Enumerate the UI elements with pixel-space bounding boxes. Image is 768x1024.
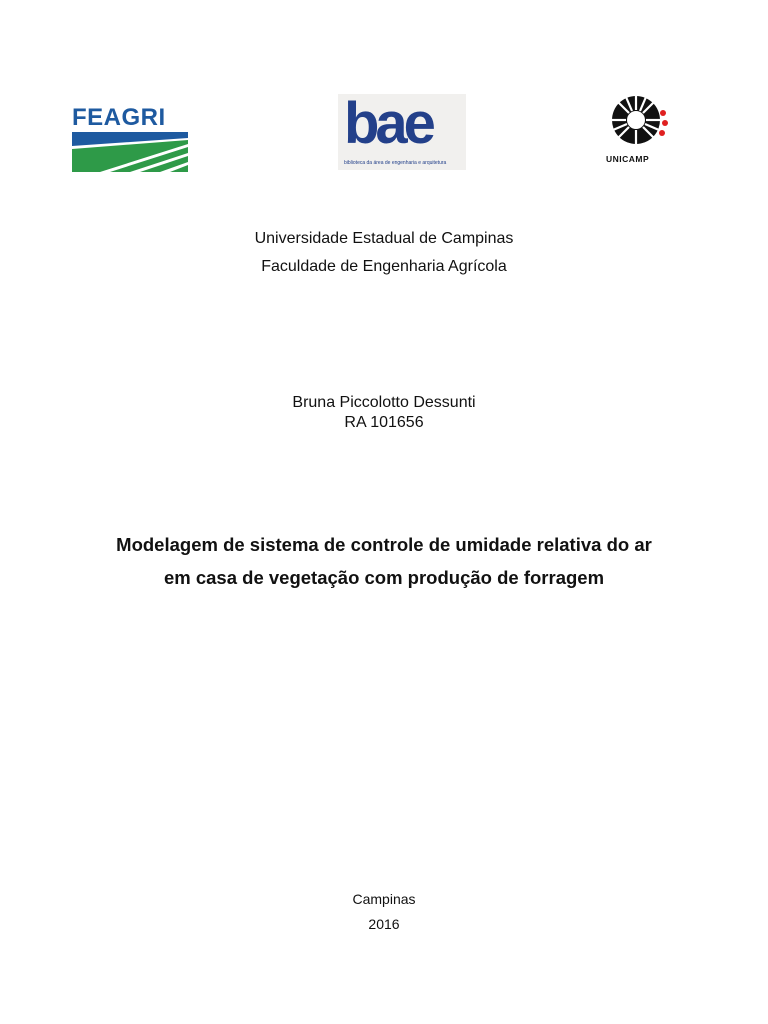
feagri-logo-text: FEAGRI: [72, 104, 166, 131]
author-name: Bruna Piccolotto Dessunti: [292, 394, 476, 411]
university-name: Universidade Estadual de Campinas: [254, 230, 514, 247]
unicamp-logo-text: UNICAMP: [606, 154, 650, 164]
feagri-field-stripes-icon: [72, 132, 188, 172]
unicamp-logo: [602, 92, 676, 166]
faculty-name: Faculdade de Engenharia Agrícola: [261, 258, 507, 275]
bae-logo: [338, 91, 466, 170]
thesis-title-line-2: em casa de vegetação com produção de forragem: [163, 567, 605, 588]
footer-year: 2016: [368, 916, 400, 932]
footer-city: Campinas: [352, 891, 416, 907]
author-ra: RA 101656: [344, 414, 424, 431]
feagri-logo: [72, 104, 188, 172]
bae-logo-text: bae: [344, 91, 432, 156]
unicamp-emblem-icon: [606, 92, 676, 150]
bae-logo-subtitle: biblioteca da área de engenharia e arquitetura: [344, 160, 447, 166]
thesis-title-line-1: Modelagem de sistema de controle de umidade relativa do ar: [116, 534, 652, 555]
